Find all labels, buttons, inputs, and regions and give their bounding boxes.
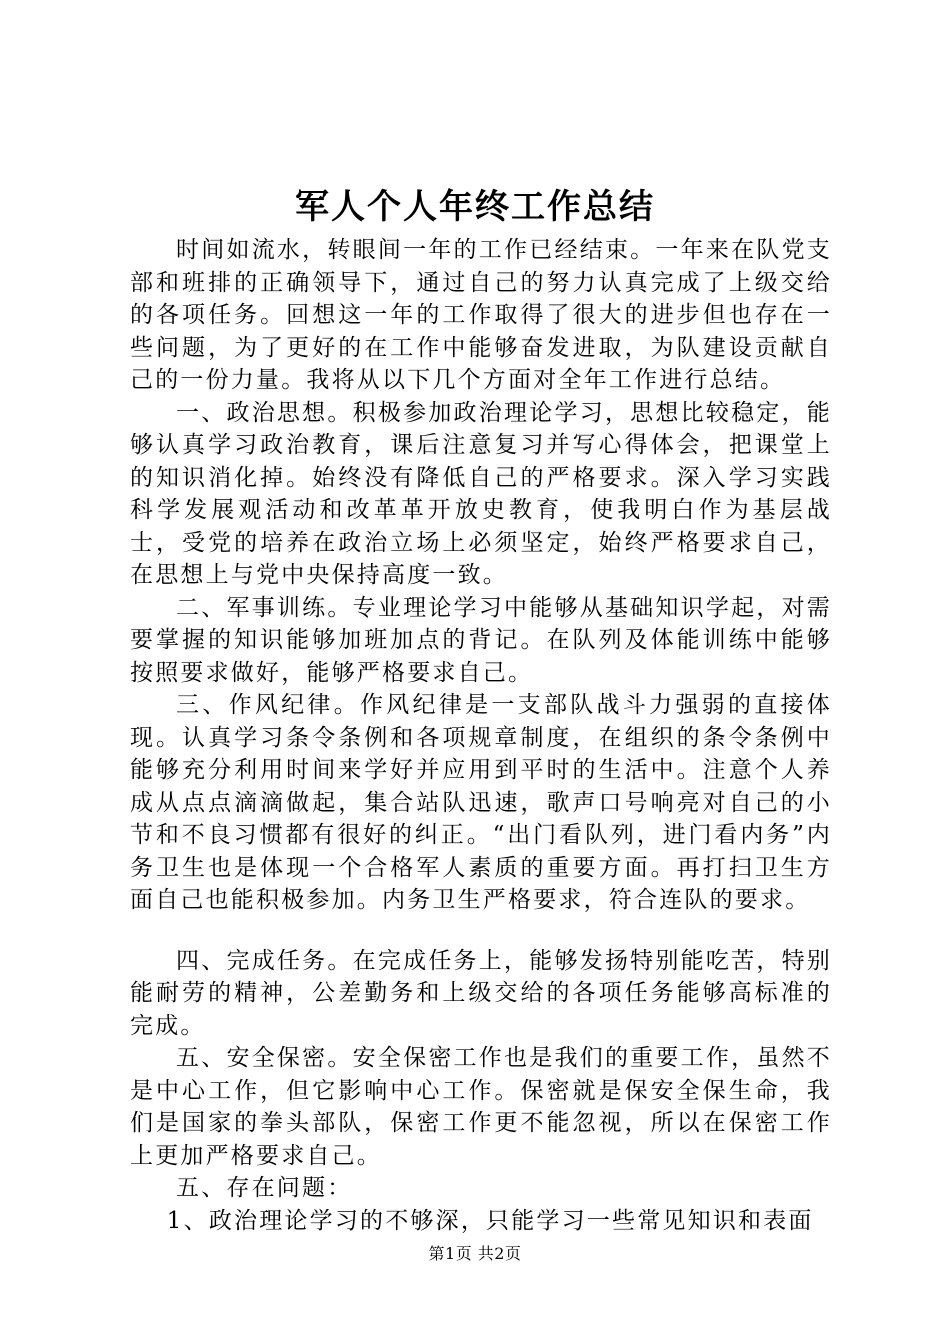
paragraph-military-training: 二、军事训练。专业理论学习中能够从基础知识学起，对需要掌握的知识能够加班加点的背记。在队列及体能训练中能够按照要求做好，能够严格要求自己。: [130, 594, 832, 686]
document-title: 军人个人年终工作总结: [295, 187, 655, 227]
paragraph-intro: 时间如流水，转眼间一年的工作已经结束。一年来在队党支部和班排的正确领导下，通过自己的努力认真完成了上级交给的各项任务。回想这一年的工作取得了很大的进步但也存在一些问题，为了更好的在工作中能够奋发进取，为队建设贡献自己的一份力量。我将从以下几个方面对全年工作进行总结。: [130, 237, 832, 393]
paragraph-discipline: 三、作风纪律。作风纪律是一支部队战斗力强弱的直接体现。认真学习条令条例和各项规章制度，在组织的条令条例中能够充分利用时间来学好并应用到平时的生活中。注意个人养成从点点滴滴做起，集合站队迅速，歌声口号响亮对自己的小节和不良习惯都有很好的纠正。“出门看队列，进门看内务”内务卫生也是体现一个合格军人素质的重要方面。再打扫卫生方面自己也能积极参加。内务卫生严格要求，符合连队的要求。: [130, 692, 832, 913]
page-footer: 第1页 共2页: [428, 1244, 522, 1263]
paragraph-problem-1: 1、政治理论学习的不够深，只能学习一些常见知识和表面: [166, 1207, 814, 1234]
paragraph-complete-tasks: 四、完成任务。在完成任务上，能够发扬特别能吃苦，特别能耐劳的精神，公差勤务和上级交给的各项任务能够高标准的完成。: [130, 947, 832, 1039]
document-body: [130, 234, 832, 1237]
paragraph-security: 五、安全保密。安全保密工作也是我们的重要工作，虽然不是中心工作，但它影响中心工作。保密就是保安全保生命，我们是国家的拳头部队，保密工作更不能忽视，所以在保密工作上更加严格要求自己。: [130, 1045, 832, 1169]
paragraph-problems-heading: 五、存在问题：: [176, 1175, 353, 1201]
paragraph-political-thought: 一、政治思想。积极参加政治理论学习，思想比较稳定，能够认真学习政治教育，课后注意复习并写心得体会，把课堂上的知识消化掉。始终没有降低自己的严格要求。深入学习实践科学发展观活动和改革革开放史教育，使我明白作为基层战士，受党的培养在政治立场上必须坚定，始终严格要求自己，在思想上与党中央保持高度一致。: [130, 399, 832, 588]
